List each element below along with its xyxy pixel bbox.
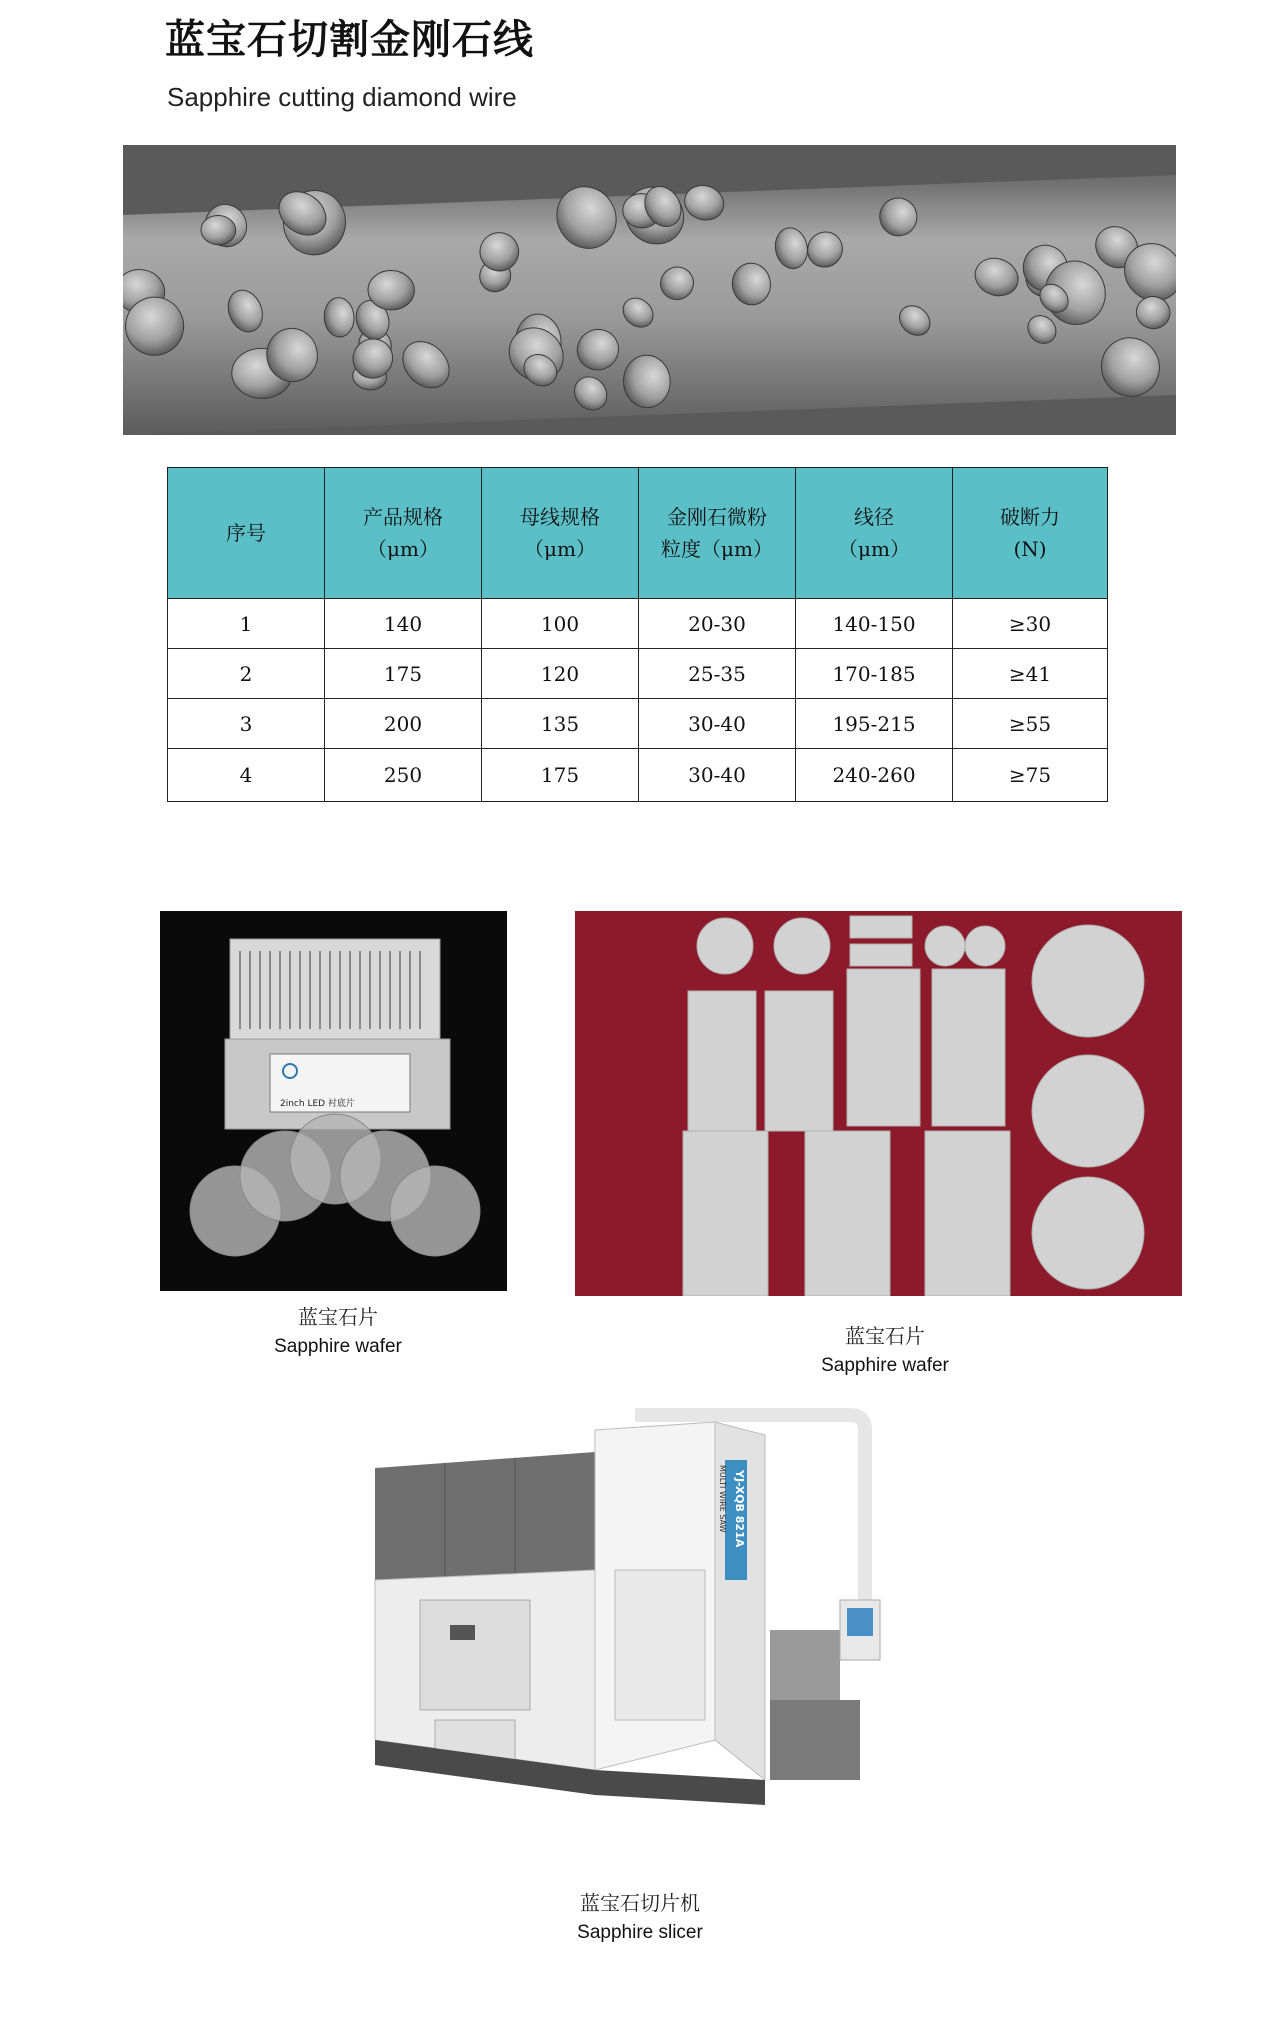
caption-wafer-left xyxy=(188,1301,488,1358)
table-cell: 240-260 xyxy=(796,749,953,802)
header-breaking-force: 破断力 (N) xyxy=(953,468,1108,599)
cassette-label-text: 2inch LED 衬底片 xyxy=(280,1099,355,1109)
table-cell: ≥30 xyxy=(953,599,1108,649)
caption-en: Sapphire wafer xyxy=(821,1355,949,1376)
caption-en: Sapphire wafer xyxy=(274,1336,402,1357)
table-header-row xyxy=(168,468,1108,599)
spec-table xyxy=(167,467,1108,802)
machine-model-text: YJ-XQB 821A xyxy=(733,1470,746,1548)
header-wire-diameter: 线径 （μm） xyxy=(796,468,953,599)
table-cell: 3 xyxy=(168,699,325,749)
table-cell: 195-215 xyxy=(796,699,953,749)
header-product-spec: 产品规格 （μm） xyxy=(325,468,482,599)
table-cell: 25-35 xyxy=(639,649,796,699)
table-cell: 170-185 xyxy=(796,649,953,699)
caption-en: Sapphire slicer xyxy=(577,1922,703,1943)
header-index: 序号 xyxy=(168,468,325,599)
table-row xyxy=(168,699,1108,749)
table-cell: 175 xyxy=(482,749,639,802)
table-cell: ≥75 xyxy=(953,749,1108,802)
table-cell: 1 xyxy=(168,599,325,649)
table-cell: 250 xyxy=(325,749,482,802)
table-cell: 30-40 xyxy=(639,699,796,749)
table-cell: 140-150 xyxy=(796,599,953,649)
table-row xyxy=(168,749,1108,802)
caption-cn: 蓝宝石切片机 xyxy=(580,1891,700,1915)
table-cell: 100 xyxy=(482,599,639,649)
table-cell: 200 xyxy=(325,699,482,749)
sapphire-wafer-photo-left xyxy=(160,911,507,1291)
header-core-wire-spec: 母线规格 （μm） xyxy=(482,468,639,599)
table-cell: 30-40 xyxy=(639,749,796,802)
caption-wafer-right xyxy=(735,1320,1035,1377)
table-cell: 135 xyxy=(482,699,639,749)
page-title: 蓝宝石切割金刚石线 xyxy=(165,16,534,63)
table-cell: ≥55 xyxy=(953,699,1108,749)
table-cell: 120 xyxy=(482,649,639,699)
caption-cn: 蓝宝石片 xyxy=(298,1305,378,1329)
table-cell: 20-30 xyxy=(639,599,796,649)
header-diamond-grit-size: 金刚石微粉 粒度（μm） xyxy=(639,468,796,599)
machine-subtitle-text: MULTI WIRE SAW xyxy=(718,1465,727,1533)
table-row xyxy=(168,599,1108,649)
table-cell: 140 xyxy=(325,599,482,649)
caption-cn: 蓝宝石片 xyxy=(845,1324,925,1348)
table-row xyxy=(168,649,1108,699)
table-cell: 2 xyxy=(168,649,325,699)
table-cell: ≥41 xyxy=(953,649,1108,699)
sapphire-wafer-photo-right xyxy=(575,911,1182,1296)
sapphire-slicer-machine-photo xyxy=(345,1400,925,1870)
table-cell: 4 xyxy=(168,749,325,802)
table-cell: 175 xyxy=(325,649,482,699)
caption-machine xyxy=(490,1887,790,1944)
page-subtitle: Sapphire cutting diamond wire xyxy=(167,82,517,112)
diamond-wire-photo xyxy=(123,145,1176,435)
